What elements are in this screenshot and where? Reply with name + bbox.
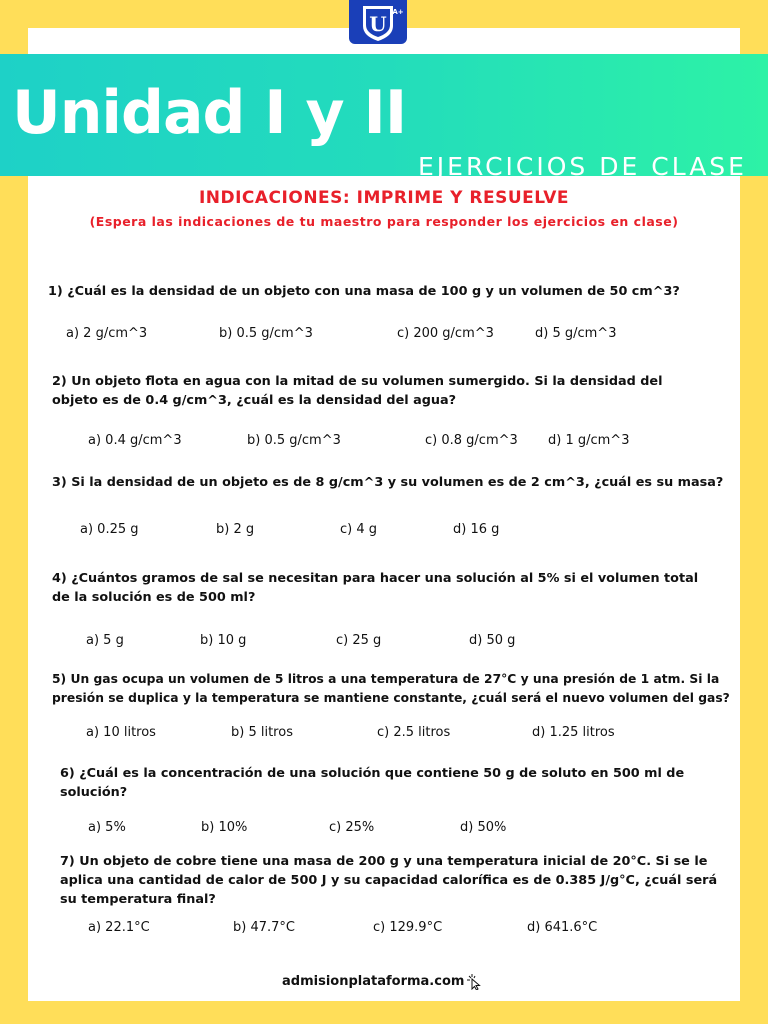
logo (349, 0, 407, 44)
logo-mark: A+ (392, 8, 404, 16)
question-2-option-c: c) 0.8 g/cm^3 (425, 433, 518, 448)
question-4-option-c: c) 25 g (336, 633, 382, 648)
question-5-line: presión se duplica y la temperatura se mantiene constante, ¿cuál será el nuevo volumen del gas? (52, 691, 730, 705)
page-subtitle: EJERCICIOS DE CLASE (418, 152, 747, 181)
question-3-option-c: c) 4 g (340, 522, 378, 537)
question-2 (52, 372, 662, 410)
question-4-option-a: a) 5 g (86, 633, 124, 648)
question-5-line: 5) Un gas ocupa un volumen de 5 litros a una temperatura de 27°C y una presión de 1 atm. Si la (52, 672, 720, 686)
question-4-option-d: d) 50 g (469, 633, 516, 648)
cursor-click-icon (466, 974, 484, 990)
question-2-option-d: d) 1 g/cm^3 (548, 433, 630, 448)
question-6-option-a: a) 5% (88, 820, 126, 835)
question-1 (48, 282, 680, 301)
question-3-option-b: b) 2 g (216, 522, 255, 537)
question-6-line: 6) ¿Cuál es la concentración de una solución que contiene 50 g de soluto en 500 ml de (60, 766, 685, 781)
question-7-option-b: b) 47.7°C (233, 920, 295, 935)
question-3-line: 3) Si la densidad de un objeto es de 8 g/cm^3 y su volumen es de 2 cm^3, ¿cuál es su masa? (52, 475, 724, 490)
logo-letter: U (369, 12, 387, 36)
question-7-line: su temperatura final? (60, 892, 216, 907)
question-4-line: de la solución es de 500 ml? (52, 590, 256, 605)
question-7-line: aplica una cantidad de calor de 500 J y su capacidad calorífica es de 0.385 J/g°C, ¿cuál será (60, 873, 718, 888)
question-5-option-b: b) 5 litros (231, 725, 293, 740)
question-7-option-c: c) 129.9°C (373, 920, 443, 935)
question-1-option-a: a) 2 g/cm^3 (66, 326, 148, 341)
question-6-option-c: c) 25% (329, 820, 375, 835)
question-6-line: solución? (60, 785, 128, 800)
header-banner (0, 54, 768, 181)
instructions-title: INDICACIONES: IMPRIME Y RESUELVE (198, 188, 570, 208)
question-1-option-d: d) 5 g/cm^3 (535, 326, 617, 341)
question-2-line: 2) Un objeto flota en agua con la mitad de su volumen sumergido. Si la densidad del (52, 374, 663, 389)
question-3-option-a: a) 0.25 g (80, 522, 139, 537)
question-5-option-d: d) 1.25 litros (532, 725, 615, 740)
question-4 (52, 569, 698, 607)
question-1-line: 1) ¿Cuál es la densidad de un objeto con una masa de 100 g y un volumen de 50 cm^3? (48, 284, 680, 299)
question-7 (60, 852, 717, 909)
question-2-option-a: a) 0.4 g/cm^3 (88, 433, 182, 448)
question-7-option-d: d) 641.6°C (527, 920, 598, 935)
question-7-option-a: a) 22.1°C (88, 920, 150, 935)
question-5-option-c: c) 2.5 litros (377, 725, 451, 740)
logo-shield-icon (349, 0, 407, 44)
question-7-line: 7) Un objeto de cobre tiene una masa de 200 g y una temperatura inicial de 20°C. Si se le (60, 854, 708, 869)
question-3 (52, 473, 723, 492)
footer-website[interactable]: admisionplataforma.com (282, 974, 465, 989)
question-5-option-a: a) 10 litros (86, 725, 156, 740)
question-4-line: 4) ¿Cuántos gramos de sal se necesitan para hacer una solución al 5% si el volumen total (52, 571, 699, 586)
question-4-option-b: b) 10 g (200, 633, 247, 648)
question-1-option-b: b) 0.5 g/cm^3 (219, 326, 313, 341)
question-3-option-d: d) 16 g (453, 522, 500, 537)
question-2-line: objeto es de 0.4 g/cm^3, ¿cuál es la densidad del agua? (52, 393, 457, 408)
question-6-option-b: b) 10% (201, 820, 248, 835)
instructions-note: (Espera las indicaciones de tu maestro para responder los ejercicios en clase) (89, 214, 679, 229)
question-6 (60, 764, 684, 802)
footer (282, 970, 502, 994)
question-1-option-c: c) 200 g/cm^3 (397, 326, 494, 341)
question-2-option-b: b) 0.5 g/cm^3 (247, 433, 341, 448)
question-6-option-d: d) 50% (460, 820, 507, 835)
question-5 (52, 670, 730, 708)
page-title: Unidad I y II (12, 78, 407, 148)
